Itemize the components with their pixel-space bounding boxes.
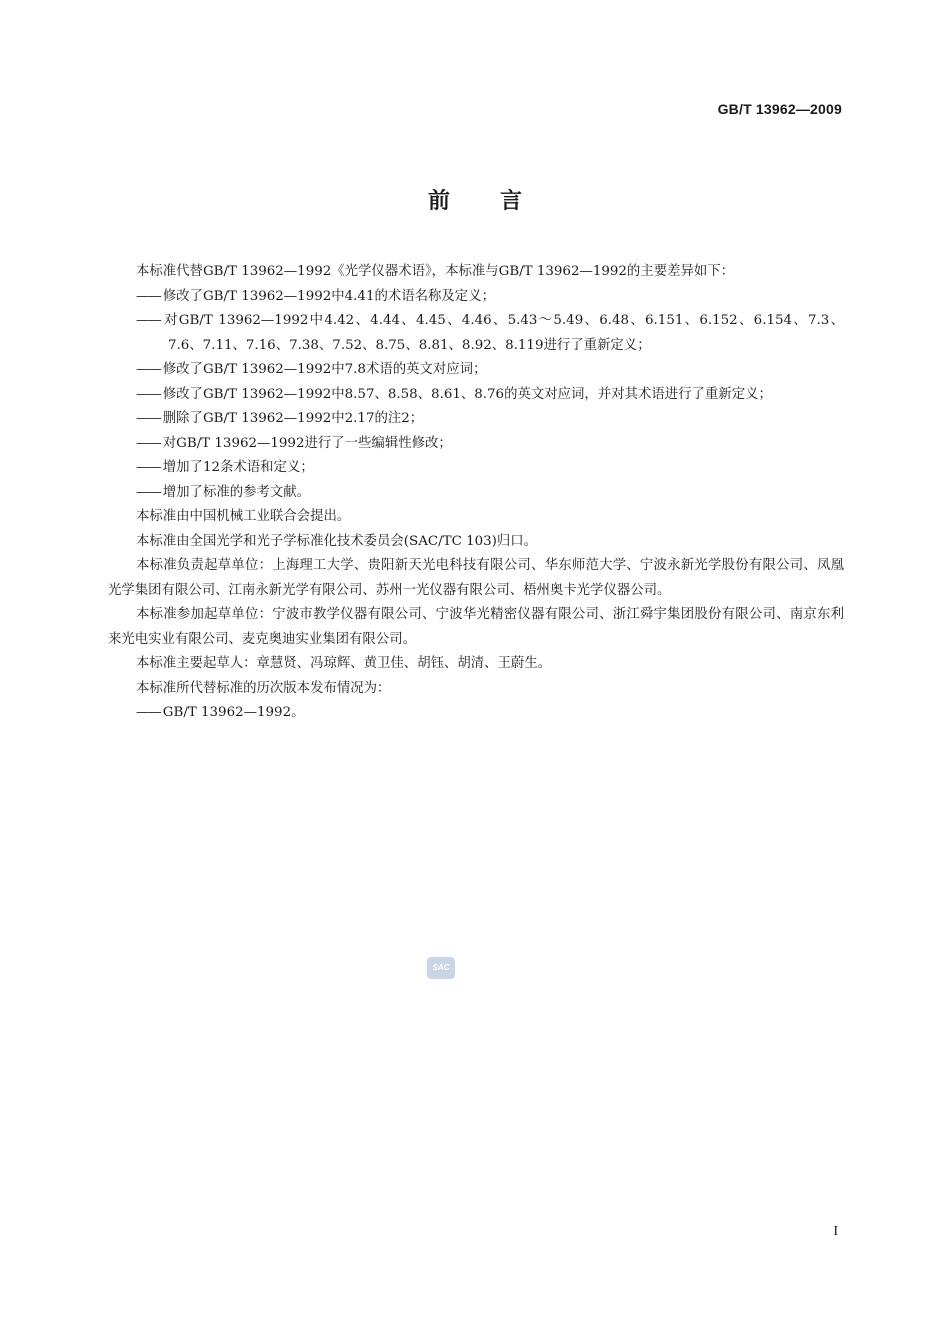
committee-paragraph: 本标准由全国光学和光子学标准化技术委员会(SAC/TC 103)归口。: [136, 533, 538, 549]
sac-logo-watermark: SAC: [427, 957, 455, 979]
change-item: —— 增加了12条术语和定义；: [108, 456, 844, 481]
page-number: I: [833, 1224, 838, 1239]
main-drafting-units-paragraph: 本标准负责起草单位：上海理工大学、贵阳新天光电科技有限公司、华东师范大学、宁波永新光学股份有限公司、凤凰光学集团有限公司、江南永新光学有限公司、苏州一光仪器有限公司、梧州奥卡光学仪器公司。: [108, 558, 844, 598]
intro-paragraph: 本标准代替GB/T 13962—1992《光学仪器术语》，本标准与GB/T 13962—1992的主要差异如下：: [136, 264, 735, 279]
change-item: —— 修改了GB/T 13962—1992中8.57、8.58、8.61、8.76的英文对应词，并对其术语进行了重新定义；: [108, 383, 844, 408]
change-item: —— 对GB/T 13962—1992中4.42、4.44、4.45、4.46、5.43～5.49、6.48、6.151、6.152、6.154、7.3、7.6、7.11、7.16、7.38、7.52、8.75、8.81、8.92、8.119进行了重新定义；: [108, 309, 844, 358]
change-item: —— 修改了GB/T 13962—1992中4.41的术语名称及定义；: [108, 285, 844, 310]
standard-code: GB/T 13962—2009: [717, 101, 842, 117]
proposer-paragraph: 本标准由中国机械工业联合会提出。: [136, 509, 351, 524]
change-item: —— 修改了GB/T 13962—1992中7.8术语的英文对应词；: [108, 358, 844, 383]
change-item: —— 对GB/T 13962—1992进行了一些编辑性修改；: [108, 432, 844, 457]
participating-units-paragraph: 本标准参加起草单位：宁波市教学仪器有限公司、宁波华光精密仪器有限公司、浙江舜宇集团股份有限公司、南京东利来光电实业有限公司、麦克奥迪实业集团有限公司。: [108, 607, 844, 647]
foreword-body: [108, 260, 844, 726]
change-item: —— 增加了标准的参考文献。: [108, 481, 844, 506]
history-item: —— GB/T 13962—1992。: [108, 701, 844, 726]
drafters-paragraph: 本标准主要起草人：章慧贤、冯琼辉、黄卫佳、胡钰、胡清、王蔚生。: [136, 656, 552, 671]
change-item: —— 删除了GB/T 13962—1992中2.17的注2；: [108, 407, 844, 432]
page-title: 前言: [427, 189, 572, 214]
history-intro-paragraph: 本标准所代替标准的历次版本发布情况为：: [136, 680, 391, 696]
